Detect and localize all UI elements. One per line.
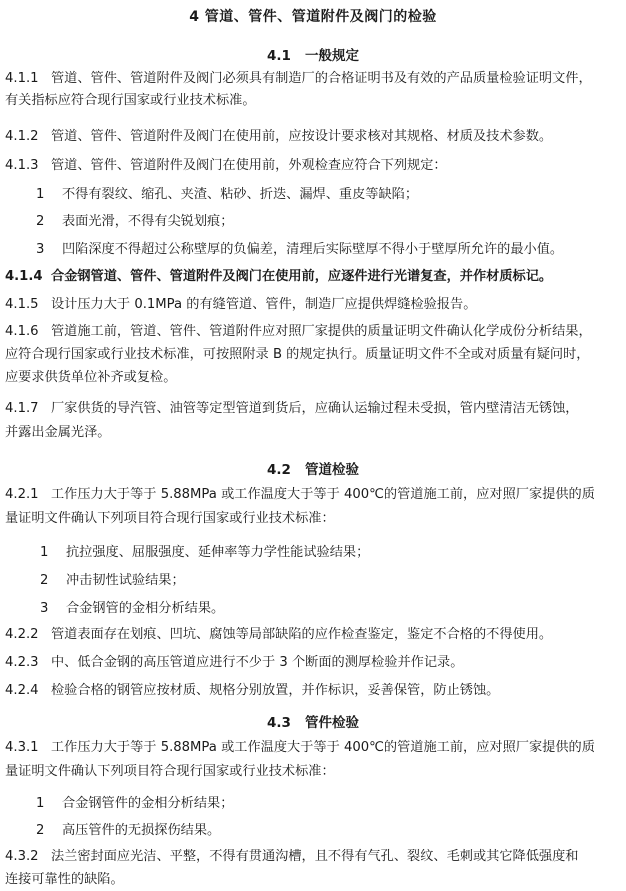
section-number: 4.3 [267, 715, 291, 731]
item-number: 2 [40, 573, 49, 588]
item-text: 不得有裂纹、缩孔、夹渣、粘砂、折迭、漏焊、重皮等缺陷； [62, 187, 419, 202]
item-text: 合金钢管的金相分析结果。 [66, 601, 225, 616]
item-number: 1 [36, 187, 45, 202]
clause-number: 4.1.5 [5, 297, 39, 312]
chapter-title: 4 管道、管件、管道附件及阀门的检验 [189, 9, 437, 25]
item-text: 合金钢管件的金相分析结果； [62, 796, 234, 811]
clause-number: 4.2.2 [5, 627, 39, 642]
section-number: 4.2 [267, 462, 291, 478]
item-text: 抗拉强度、屈服强度、延伸率等力学性能试验结果； [66, 545, 370, 560]
clause-number: 4.1.2 [5, 129, 39, 144]
item-number: 2 [36, 214, 45, 229]
section-title-4-3 [0, 711, 626, 731]
clause-4-1-6-line-1 [5, 323, 592, 341]
clause-text: 设计压力大于 0.1MPa 的有缝管道、管件，制造厂应提供焊缝检验报告。 [51, 297, 477, 312]
section-heading: 管道检验 [304, 462, 359, 478]
item-number: 1 [40, 545, 49, 560]
list-item [36, 241, 563, 259]
list-item [40, 544, 369, 562]
list-item [40, 572, 185, 590]
item-number: 2 [36, 823, 45, 838]
clause-4-2-4 [5, 682, 499, 700]
list-item [36, 795, 233, 813]
clause-4-1-1-line-2: 有关指标应符合现行国家或行业技术标准。 [5, 93, 256, 108]
list-item [40, 600, 224, 618]
section-number: 4.1 [267, 48, 291, 64]
section-title-4-1 [0, 44, 626, 64]
clause-text: 厂家供货的导汽管、油管等定型管道到货后，应确认运输过程未受损，管内壁清洁无锈蚀， [51, 401, 579, 416]
clause-text: 工作压力大于等于 5.88MPa 或工作温度大于等于 400℃的管道施工前，应对照厂家提供的质 [51, 740, 595, 755]
list-item [36, 186, 418, 204]
clause-4-1-2 [5, 128, 552, 146]
item-text: 高压管件的无损探伤结果。 [62, 823, 221, 838]
clause-4-3-2-line-2: 连接可靠性的缺陷。 [5, 872, 124, 887]
clause-4-3-1-line-2: 量证明文件确认下列项目符合现行国家或行业技术标准： [5, 764, 335, 779]
clause-text: 管道、管件、管道附件及阀门在使用前，外观检查应符合下列规定： [51, 158, 447, 173]
clause-4-1-6-line-2: 应符合现行国家或行业技术标准，可按照附录 B 的规定执行。质量证明文件不全或对质量有疑问时， [5, 347, 590, 362]
clause-text: 合金钢管道、管件、管道附件及阀门在使用前，应逐件进行光谱复查，并作材质标记。 [51, 269, 553, 284]
clause-number: 4.1.1 [5, 71, 39, 86]
item-number: 3 [36, 242, 45, 257]
clause-text: 管道、管件、管道附件及阀门必须具有制造厂的合格证明书及有效的产品质量检验证明文件， [51, 71, 592, 86]
clause-4-1-4 [5, 268, 552, 286]
item-text: 凹陷深度不得超过公称壁厚的负偏差，清理后实际壁厚不得小于壁厚所允许的最小值。 [62, 242, 564, 257]
list-item [36, 213, 233, 231]
clause-text: 管道、管件、管道附件及阀门在使用前，应按设计要求核对其规格、材质及技术参数。 [51, 129, 553, 144]
clause-4-1-7-line-1 [5, 400, 579, 418]
clause-4-3-2-line-1 [5, 848, 579, 866]
clause-4-1-1-line-1 [5, 70, 592, 88]
clause-4-1-7-line-2: 并露出金属光泽。 [5, 425, 111, 440]
clause-4-2-2 [5, 626, 552, 644]
clause-4-2-1-line-2: 量证明文件确认下列项目符合现行国家或行业技术标准： [5, 511, 335, 526]
clause-number: 4.2.4 [5, 683, 39, 698]
clause-4-2-3 [5, 654, 463, 672]
clause-number: 4.1.7 [5, 401, 39, 416]
clause-number: 4.1.3 [5, 158, 39, 173]
clause-text: 工作压力大于等于 5.88MPa 或工作温度大于等于 400℃的管道施工前，应对照厂家提供的质 [51, 487, 595, 502]
clause-text: 检验合格的钢管应按材质、规格分别放置，并作标识，妥善保管，防止锈蚀。 [51, 683, 500, 698]
clause-number: 4.1.6 [5, 324, 39, 339]
clause-4-1-3 [5, 157, 447, 175]
clause-text: 法兰密封面应光洁、平整，不得有贯通沟槽，且不得有气孔、裂纹、毛刺或其它降低强度和 [51, 849, 579, 864]
clause-4-1-6-line-3: 应要求供货单位补齐或复检。 [5, 370, 177, 385]
clause-number: 4.1.4 [5, 269, 43, 284]
item-text: 冲击韧性试验结果； [66, 573, 185, 588]
section-heading: 一般规定 [304, 48, 359, 64]
clause-4-1-5 [5, 296, 476, 314]
item-text: 表面光滑，不得有尖锐划痕； [62, 214, 234, 229]
item-number: 1 [36, 796, 45, 811]
section-heading: 管件检验 [304, 715, 359, 731]
item-number: 3 [40, 601, 49, 616]
list-item [36, 822, 220, 840]
clause-text: 管道表面存在划痕、凹坑、腐蚀等局部缺陷的应作检查鉴定，鉴定不合格的不得使用。 [51, 627, 553, 642]
clause-number: 4.2.3 [5, 655, 39, 670]
clause-4-2-1-line-1 [5, 486, 595, 504]
clause-text: 中、低合金钢的高压管道应进行不少于 3 个断面的测厚检验并作记录。 [51, 655, 464, 670]
clause-4-3-1-line-1 [5, 739, 595, 757]
clause-number: 4.3.2 [5, 849, 39, 864]
clause-number: 4.2.1 [5, 487, 39, 502]
clause-text: 管道施工前，管道、管件、管道附件应对照厂家提供的质量证明文件确认化学成份分析结果， [51, 324, 592, 339]
clause-number: 4.3.1 [5, 740, 39, 755]
section-title-4-2 [0, 458, 626, 478]
